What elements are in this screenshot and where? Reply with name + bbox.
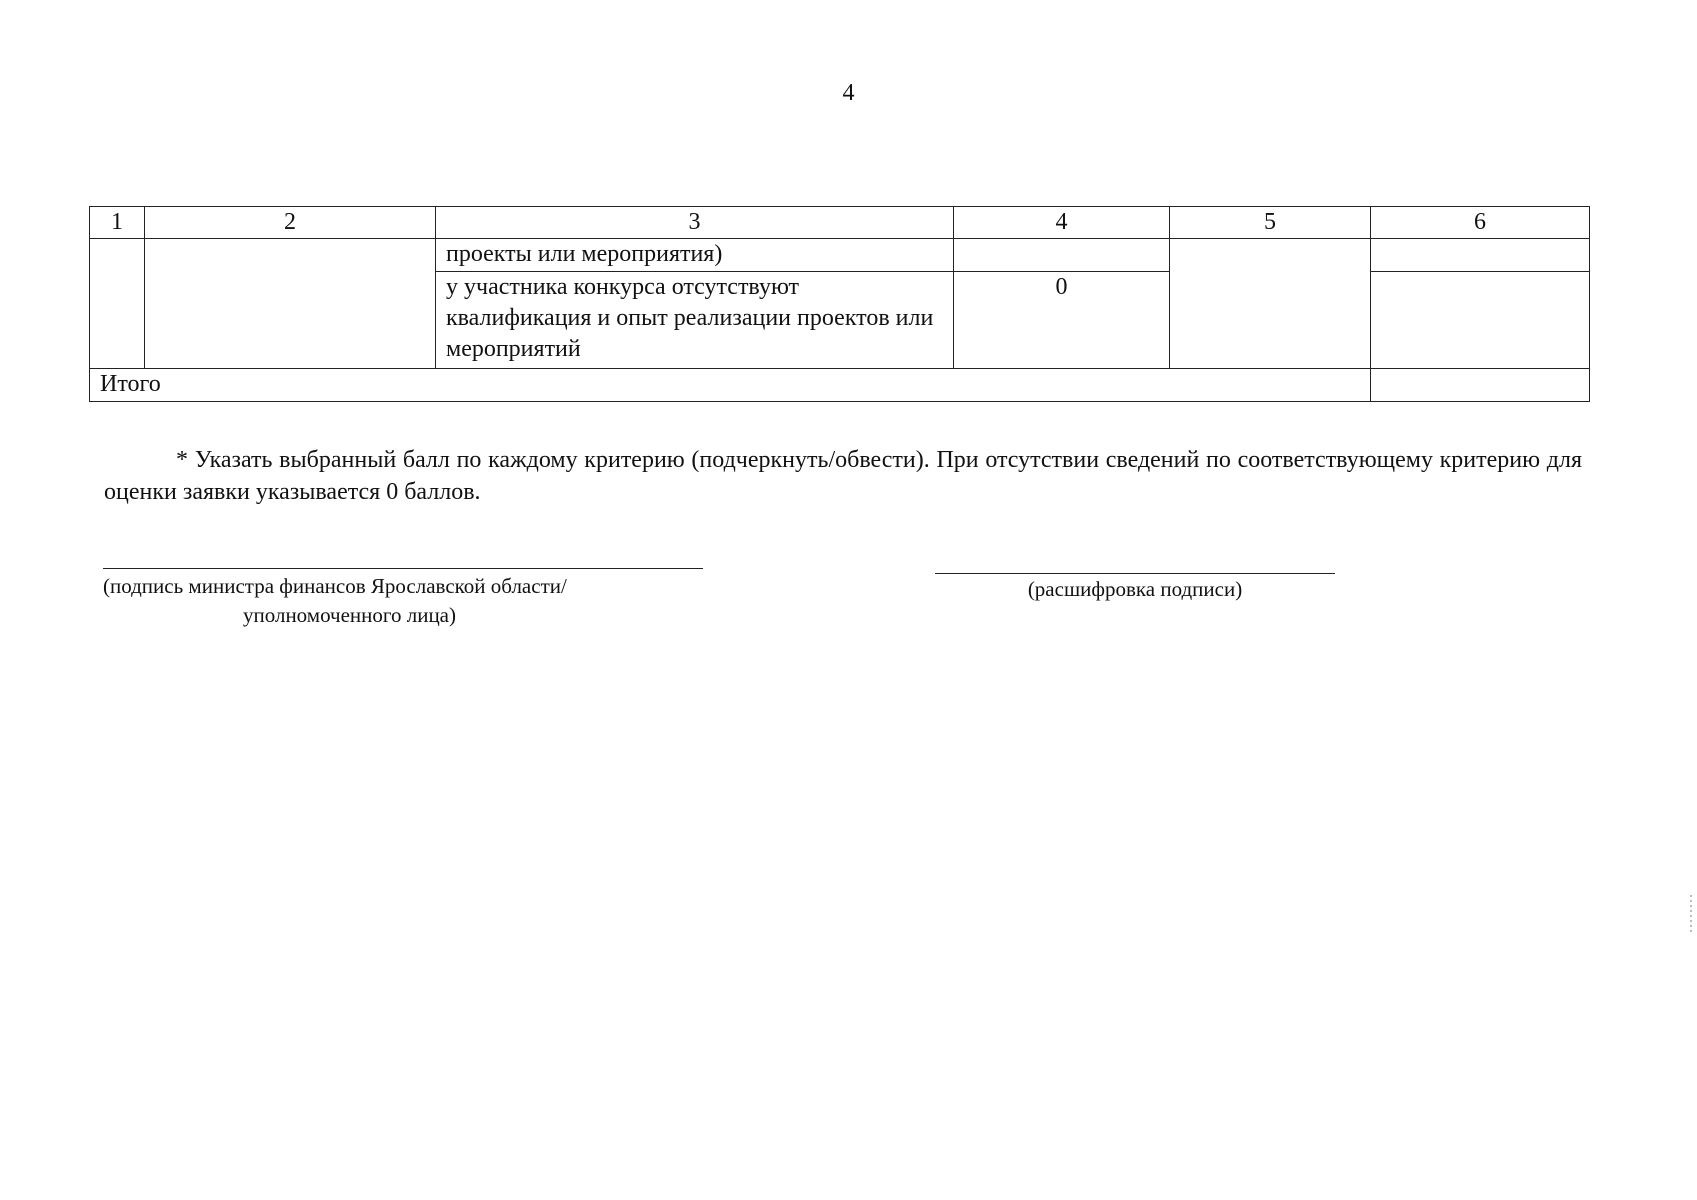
column-header-1: 1 bbox=[90, 207, 145, 239]
cell-selected-score bbox=[1371, 272, 1590, 369]
table-header-row bbox=[90, 207, 1590, 239]
cell-significance bbox=[1170, 239, 1371, 369]
cell-score bbox=[954, 239, 1170, 272]
cell-selected-score bbox=[1371, 239, 1590, 272]
signature-decoding-line bbox=[935, 573, 1335, 574]
signature-caption-line1: (подпись министра финансов Ярославской области/ bbox=[103, 574, 567, 598]
table-row bbox=[90, 239, 1590, 272]
column-header-4: 4 bbox=[954, 207, 1170, 239]
cell-criterion-text: проекты или мероприятия) bbox=[436, 239, 954, 272]
signature-line bbox=[103, 568, 703, 569]
page-number: 4 bbox=[842, 80, 855, 106]
column-header-3: 3 bbox=[436, 207, 954, 239]
scan-artifact bbox=[1690, 895, 1692, 935]
total-row bbox=[90, 369, 1590, 402]
cell-criterion-name bbox=[145, 239, 436, 369]
cell-number bbox=[90, 239, 145, 369]
column-header-6: 6 bbox=[1371, 207, 1590, 239]
footnote-text: * Указать выбранный балл по каждому критерию (подчеркнуть/обвести). При отсутствии сведений по соответствующему критерию для оценки заявки указывается 0 баллов. bbox=[104, 447, 1582, 505]
signature-caption bbox=[103, 572, 703, 630]
total-value-cell bbox=[1371, 369, 1590, 402]
cell-criterion-text: у участника конкурса отсутствуют квалификация и опыт реализации проектов или мероприятий bbox=[436, 272, 954, 369]
criteria-table-container bbox=[89, 206, 1589, 410]
column-header-2: 2 bbox=[145, 207, 436, 239]
column-header-5: 5 bbox=[1170, 207, 1371, 239]
total-label: Итого bbox=[90, 369, 1371, 402]
signature-decoding-caption: (расшифровка подписи) bbox=[1027, 577, 1243, 601]
cell-score: 0 bbox=[954, 272, 1170, 369]
criteria-table bbox=[89, 206, 1590, 402]
signature-caption-line2: уполномоченного лица) bbox=[243, 603, 456, 627]
